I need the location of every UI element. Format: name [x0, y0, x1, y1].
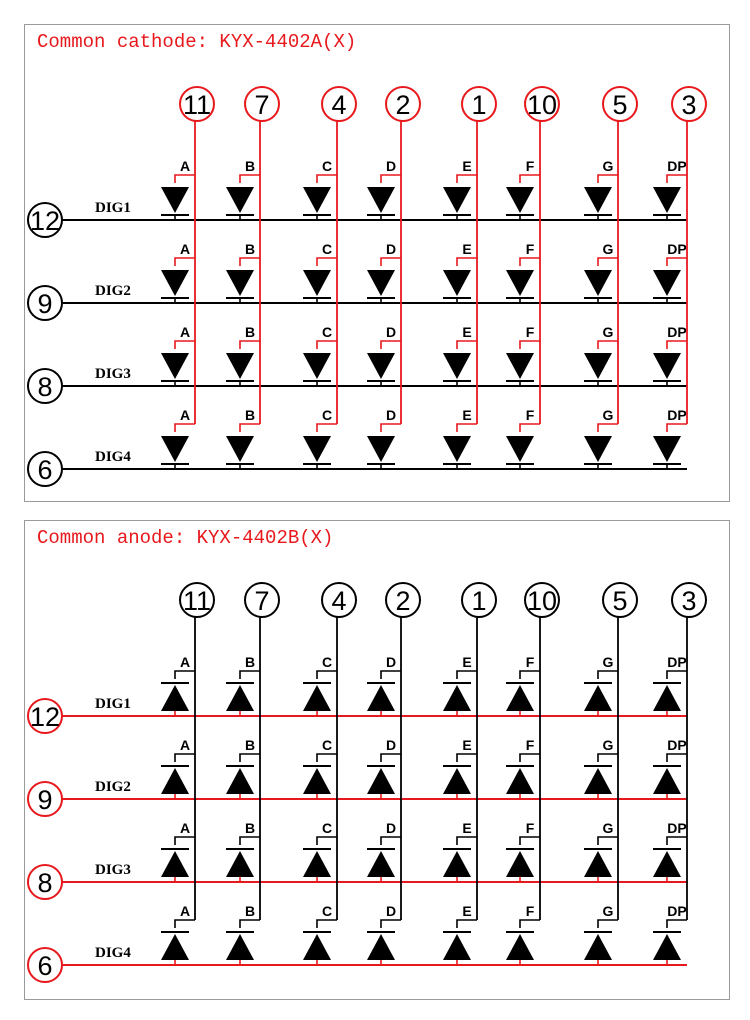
segment-label: D [385, 158, 397, 174]
led-diode [653, 436, 681, 462]
segment-stub [240, 671, 260, 679]
segment-stub [520, 837, 540, 845]
digit-pin-number: 8 [37, 868, 53, 898]
segment-pin-number: 2 [395, 586, 411, 616]
led-diode [303, 436, 331, 462]
segment-label: B [244, 407, 256, 423]
segment-label: B [244, 241, 256, 257]
segment-stub [240, 837, 260, 845]
segment-label: D [385, 241, 397, 257]
led-diode [161, 851, 189, 877]
led-diode [653, 685, 681, 711]
segment-label: B [244, 737, 256, 753]
segment-label: A [179, 737, 191, 753]
led-diode [506, 270, 534, 296]
led-diode [226, 270, 254, 296]
segment-pin-number: 5 [612, 586, 628, 616]
segment-stub [381, 424, 401, 432]
segment-stub [381, 671, 401, 679]
led-diode [367, 685, 395, 711]
segment-stub [667, 341, 687, 349]
segment-label: F [525, 820, 535, 836]
digit-label: DIG4 [95, 945, 131, 961]
segment-stub [381, 341, 401, 349]
led-diode [584, 934, 612, 960]
segment-stub [520, 258, 540, 266]
segment-stub [457, 424, 477, 432]
led-diode [653, 851, 681, 877]
segment-label: A [179, 820, 191, 836]
segment-label: B [244, 820, 256, 836]
common-anode-panel [24, 520, 730, 1000]
digit-label: DIG1 [95, 200, 131, 216]
segment-label: G [602, 820, 614, 836]
segment-stub [175, 754, 195, 762]
led-diode [367, 768, 395, 794]
segment-label: C [321, 158, 333, 174]
led-diode [443, 436, 471, 462]
led-diode [226, 187, 254, 213]
digit-pin-number: 8 [37, 372, 53, 402]
segment-stub [175, 920, 195, 928]
led-diode [443, 685, 471, 711]
led-diode [584, 270, 612, 296]
segment-label: DP [667, 820, 687, 836]
led-diode [506, 353, 534, 379]
segment-stub [317, 920, 337, 928]
segment-label: G [602, 324, 614, 340]
led-diode [584, 768, 612, 794]
digit-label: DIG2 [95, 779, 131, 795]
segment-label: E [462, 820, 472, 836]
led-diode [367, 934, 395, 960]
segment-label: G [602, 737, 614, 753]
segment-stub [457, 920, 477, 928]
segment-label: C [321, 737, 333, 753]
segment-pin-number: 3 [681, 586, 697, 616]
anode-schematic [25, 521, 729, 999]
led-diode [303, 187, 331, 213]
digit-pin-number: 6 [37, 951, 53, 981]
segment-label: DP [667, 654, 687, 670]
segment-stub [240, 920, 260, 928]
segment-stub [457, 837, 477, 845]
segment-stub [457, 258, 477, 266]
segment-pin-number: 11 [182, 90, 212, 120]
segment-label: C [321, 407, 333, 423]
led-diode [226, 768, 254, 794]
digit-pin-number: 9 [37, 785, 53, 815]
segment-label: G [602, 158, 614, 174]
digit-pin-number: 9 [37, 289, 53, 319]
segment-label: DP [667, 407, 687, 423]
segment-stub [240, 258, 260, 266]
segment-pin-number: 4 [331, 90, 347, 120]
led-diode [653, 934, 681, 960]
segment-stub [598, 837, 618, 845]
segment-stub [457, 341, 477, 349]
segment-stub [520, 341, 540, 349]
led-diode [161, 934, 189, 960]
segment-stub [520, 671, 540, 679]
led-diode [653, 187, 681, 213]
segment-label: B [244, 158, 256, 174]
segment-stub [317, 258, 337, 266]
segment-stub [667, 754, 687, 762]
segment-stub [175, 175, 195, 183]
led-diode [584, 187, 612, 213]
segment-stub [381, 920, 401, 928]
segment-label: DP [667, 241, 687, 257]
segment-stub [381, 754, 401, 762]
segment-label: G [602, 903, 614, 919]
segment-label: G [602, 407, 614, 423]
digit-label: DIG1 [95, 696, 131, 712]
segment-stub [520, 920, 540, 928]
segment-label: A [179, 158, 191, 174]
segment-label: D [385, 820, 397, 836]
common-cathode-panel [24, 24, 730, 502]
segment-label: A [179, 407, 191, 423]
segment-stub [667, 837, 687, 845]
segment-stub [457, 671, 477, 679]
segment-stub [598, 341, 618, 349]
digit-label: DIG4 [95, 449, 131, 465]
segment-label: C [321, 820, 333, 836]
segment-stub [667, 920, 687, 928]
segment-label: C [321, 324, 333, 340]
segment-stub [598, 671, 618, 679]
segment-pin-number: 7 [254, 586, 270, 616]
led-diode [161, 436, 189, 462]
led-diode [161, 768, 189, 794]
led-diode [443, 353, 471, 379]
led-diode [443, 187, 471, 213]
segment-label: DP [667, 158, 687, 174]
digit-label: DIG3 [95, 862, 131, 878]
segment-label: E [462, 654, 472, 670]
segment-label: E [462, 324, 472, 340]
segment-stub [175, 258, 195, 266]
segment-stub [598, 175, 618, 183]
segment-stub [240, 424, 260, 432]
segment-stub [667, 175, 687, 183]
panel-title-cathode: Common cathode: KYX-4402A(X) [37, 31, 357, 53]
segment-label: DP [667, 324, 687, 340]
segment-stub [598, 424, 618, 432]
segment-stub [457, 754, 477, 762]
segment-pin-number: 10 [526, 90, 558, 120]
segment-label: DP [667, 737, 687, 753]
led-diode [226, 934, 254, 960]
segment-label: A [179, 324, 191, 340]
digit-label: DIG3 [95, 366, 131, 382]
segment-label: F [525, 407, 535, 423]
digit-pin-number: 12 [29, 206, 61, 236]
segment-label: F [525, 241, 535, 257]
led-diode [226, 353, 254, 379]
led-diode [367, 436, 395, 462]
led-diode [443, 270, 471, 296]
segment-label: B [244, 903, 256, 919]
segment-label: B [244, 324, 256, 340]
segment-stub [317, 754, 337, 762]
led-diode [303, 851, 331, 877]
segment-label: E [462, 903, 472, 919]
segment-label: C [321, 654, 333, 670]
segment-stub [520, 754, 540, 762]
led-diode [367, 187, 395, 213]
segment-label: A [179, 241, 191, 257]
digit-label: DIG2 [95, 283, 131, 299]
segment-pin-number: 5 [612, 90, 628, 120]
segment-stub [667, 671, 687, 679]
led-diode [367, 270, 395, 296]
led-diode [584, 436, 612, 462]
segment-pin-number: 1 [471, 586, 487, 616]
segment-stub [240, 175, 260, 183]
segment-stub [381, 837, 401, 845]
segment-stub [598, 258, 618, 266]
led-diode [653, 768, 681, 794]
led-diode [506, 768, 534, 794]
led-diode [226, 851, 254, 877]
segment-stub [317, 341, 337, 349]
led-diode [161, 353, 189, 379]
led-diode [506, 851, 534, 877]
segment-label: E [462, 737, 472, 753]
segment-stub [317, 671, 337, 679]
segment-pin-number: 2 [395, 90, 411, 120]
led-diode [584, 685, 612, 711]
led-diode [506, 685, 534, 711]
digit-pin-number: 12 [29, 702, 61, 732]
segment-label: D [385, 654, 397, 670]
segment-label: F [525, 654, 535, 670]
led-diode [303, 270, 331, 296]
segment-stub [175, 341, 195, 349]
led-diode [443, 768, 471, 794]
segment-stub [520, 175, 540, 183]
segment-stub [240, 341, 260, 349]
segment-stub [667, 424, 687, 432]
segment-stub [381, 175, 401, 183]
segment-label: D [385, 903, 397, 919]
digit-pin-number: 6 [37, 455, 53, 485]
segment-stub [667, 258, 687, 266]
segment-label: A [179, 903, 191, 919]
led-diode [161, 187, 189, 213]
segment-stub [317, 837, 337, 845]
segment-pin-number: 3 [681, 90, 697, 120]
segment-label: DP [667, 903, 687, 919]
segment-pin-number: 4 [331, 586, 347, 616]
segment-pin-number: 11 [182, 586, 212, 616]
segment-label: C [321, 241, 333, 257]
segment-stub [520, 424, 540, 432]
segment-pin-number: 7 [254, 90, 270, 120]
segment-label: C [321, 903, 333, 919]
led-diode [443, 851, 471, 877]
segment-label: E [462, 407, 472, 423]
led-diode [367, 851, 395, 877]
segment-stub [598, 920, 618, 928]
segment-label: B [244, 654, 256, 670]
led-diode [226, 685, 254, 711]
segment-stub [317, 175, 337, 183]
segment-label: A [179, 654, 191, 670]
segment-label: F [525, 158, 535, 174]
segment-pin-number: 10 [526, 586, 558, 616]
segment-stub [381, 258, 401, 266]
cathode-schematic [25, 25, 729, 501]
led-diode [226, 436, 254, 462]
led-diode [303, 768, 331, 794]
segment-label: F [525, 903, 535, 919]
led-diode [303, 934, 331, 960]
segment-stub [317, 424, 337, 432]
segment-stub [175, 671, 195, 679]
panel-title-anode: Common anode: KYX-4402B(X) [37, 527, 334, 549]
led-diode [653, 353, 681, 379]
led-diode [506, 436, 534, 462]
segment-stub [457, 175, 477, 183]
segment-stub [598, 754, 618, 762]
led-diode [161, 270, 189, 296]
led-diode [584, 353, 612, 379]
segment-label: G [602, 241, 614, 257]
segment-label: G [602, 654, 614, 670]
led-diode [506, 934, 534, 960]
segment-label: E [462, 241, 472, 257]
led-diode [653, 270, 681, 296]
led-diode [584, 851, 612, 877]
led-diode [161, 685, 189, 711]
segment-label: D [385, 737, 397, 753]
segment-stub [240, 754, 260, 762]
segment-label: E [462, 158, 472, 174]
led-diode [303, 685, 331, 711]
segment-label: D [385, 324, 397, 340]
segment-label: D [385, 407, 397, 423]
segment-label: F [525, 737, 535, 753]
segment-stub [175, 837, 195, 845]
led-diode [506, 187, 534, 213]
led-diode [367, 353, 395, 379]
led-diode [303, 353, 331, 379]
segment-label: F [525, 324, 535, 340]
segment-stub [175, 424, 195, 432]
led-diode [443, 934, 471, 960]
segment-pin-number: 1 [471, 90, 487, 120]
